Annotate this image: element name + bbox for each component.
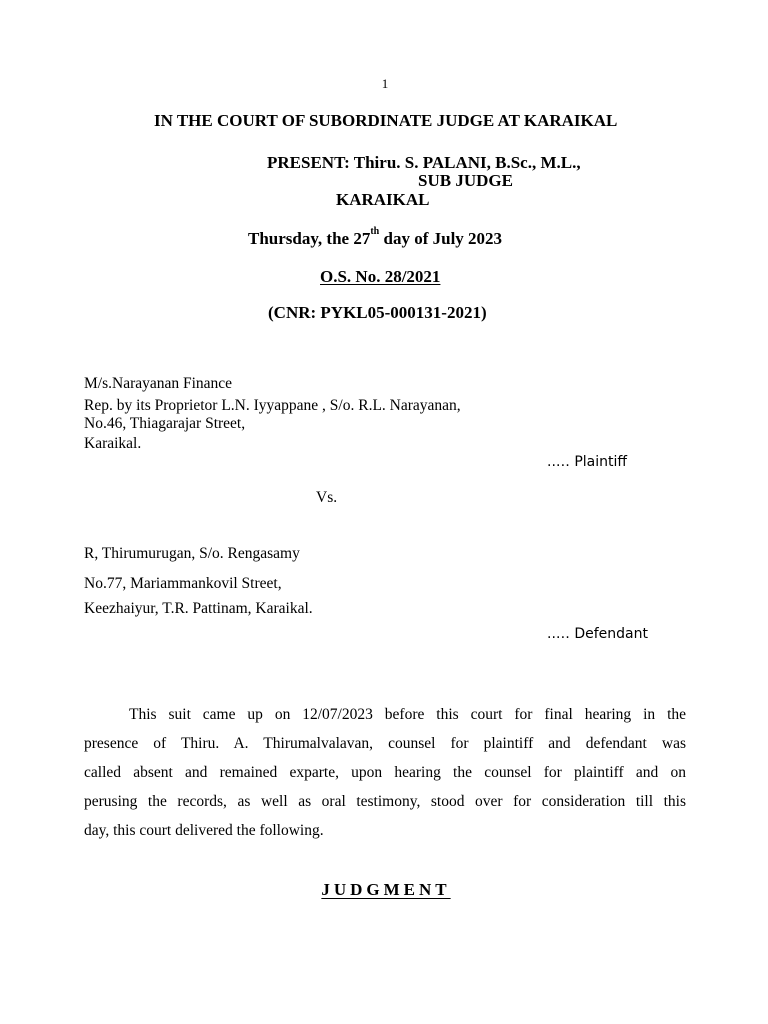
plaintiff-role-label: ..… Plaintiff — [547, 454, 628, 470]
defendant-role-label: ..… Defendant — [547, 626, 648, 642]
body-line: presence of Thiru. A. Thirumalvalavan, counsel for plaintiff and defendant was — [84, 735, 686, 752]
defendant-address-street: No.77, Mariammankovil Street, — [84, 575, 282, 592]
body-line: called absent and remained exparte, upon hearing the counsel for plaintiff and on — [84, 764, 686, 781]
plaintiff-address-city: Karaikal. — [84, 435, 142, 452]
court-title: IN THE COURT OF SUBORDINATE JUDGE AT KARAIKAL — [154, 111, 618, 130]
present-judge-line: PRESENT: Thiru. S. PALANI, B.Sc., M.L., — [267, 153, 581, 172]
judgment-date-ordinal: th — [370, 226, 380, 237]
judgment-date-prefix: Thursday, the 27 — [248, 229, 371, 248]
case-number: O.S. No. 28/2021 — [320, 267, 441, 286]
body-paragraph — [84, 700, 686, 845]
plaintiff-name: M/s.Narayanan Finance — [84, 375, 233, 392]
plaintiff-representative: Rep. by its Proprietor L.N. Iyyappane , S/o. R.L. Narayanan, — [84, 397, 461, 414]
defendant-name: R, Thirumurugan, S/o. Rengasamy — [84, 545, 300, 562]
page-number: 1 — [381, 76, 389, 91]
judgment-date-suffix: day of July 2023 — [379, 229, 503, 248]
defendant-address-city: Keezhaiyur, T.R. Pattinam, Karaikal. — [84, 600, 313, 617]
present-judge-place: KARAIKAL — [336, 190, 430, 209]
body-line: perusing the records, as well as oral testimony, stood over for consideration till this — [84, 793, 686, 810]
body-line: This suit came up on 12/07/2023 before this court for final hearing in the — [129, 706, 686, 723]
judgment-heading: JUDGMENT — [321, 880, 451, 899]
judgment-date — [248, 226, 503, 249]
versus-label: Vs. — [316, 489, 338, 506]
present-judge-designation: SUB JUDGE — [418, 171, 513, 190]
cnr-number: (CNR: PYKL05-000131-2021) — [268, 303, 487, 322]
plaintiff-address-street: No.46, Thiagarajar Street, — [84, 415, 246, 432]
body-line: day, this court delivered the following. — [84, 822, 324, 839]
